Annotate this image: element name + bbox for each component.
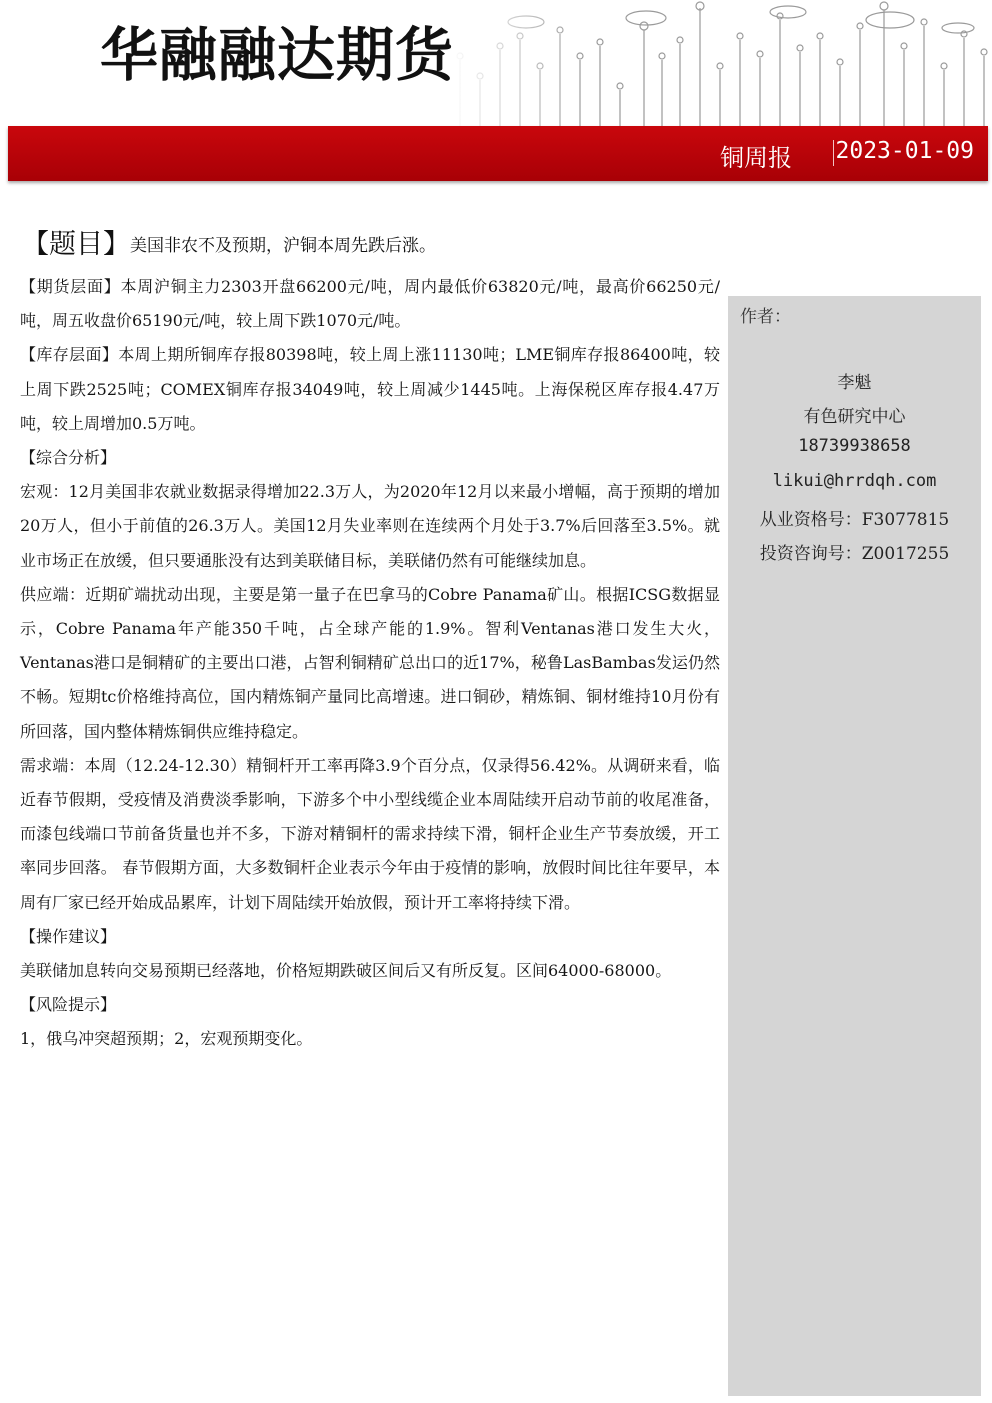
inventory-paragraph xyxy=(20,338,720,441)
title-text: 美国非农不及预期，沪铜本周先跌后涨。 xyxy=(130,236,436,256)
report-banner xyxy=(8,126,988,181)
inventory-heading: 【库存层面】 xyxy=(20,345,119,365)
author-phone: 18739938658 xyxy=(798,436,911,456)
author-label: 作者： xyxy=(740,307,791,327)
futures-paragraph xyxy=(20,270,720,338)
inventory-text: 本周上期所铜库存报80398吨，较上周上涨11130吨；LME铜库存报86400吨，较上周下跌2525吨；COMEX铜库存报34049吨，较上周减少1445吨。上海保税区库存报4.47万吨，较上周增加0.5万吨。 xyxy=(20,345,720,433)
futures-heading: 【期货层面】 xyxy=(20,277,121,296)
author-email: likui@hrrdqh.com xyxy=(772,471,937,491)
risk-heading: 【风险提示】 xyxy=(20,995,117,1015)
analysis-heading: 【综合分析】 xyxy=(20,448,117,468)
risk-paragraph: 1，俄乌冲突超预期；2，宏观预期变化。 xyxy=(20,1029,313,1049)
advice-heading: 【操作建议】 xyxy=(20,926,117,946)
macro-paragraph: 宏观：12月美国非农就业数据录得增加22.3万人，为2020年12月以来最小增幅，高于预期的增加20万人，但小于前值的26.3万人。美国12月失业率则在连续两个月处于3.7%后回落至3.5%。就业市场正在放缓，但只要通胀没有达到美联储目标，美联储仍然有可能继续加息。 xyxy=(20,482,720,570)
title-tag: 【题目】 xyxy=(22,229,130,260)
advice-paragraph: 美联储加息转向交易预期已经落地，价格短期跌破区间后又有所反复。区间64000-68000。 xyxy=(20,961,672,981)
supply-paragraph: 供应端：近期矿端扰动出现，主要是第一量子在巴拿马的Cobre Panama矿山。根据ICSG数据显示，Cobre Panama年产能350千吨，占全球产能的1.9%。智利Ventanas港口发生大火，Ventanas港口是铜精矿的主要出口港，占智利铜精矿总出口的近17%，秘鲁LasBambas发运仍然不畅。短期tc价格维持高位，国内精炼铜产量同比高增速。进口铜砂，精炼铜、铜材维持10月份有所回落，国内整体精炼铜供应维持稳定。 xyxy=(20,584,720,741)
decorative-lines-graphic xyxy=(448,0,992,128)
company-logo-text: 华融融达期货 xyxy=(100,21,455,89)
report-date: 2023-01-09 xyxy=(835,138,974,164)
report-type: 铜周报 xyxy=(720,144,792,172)
author-name: 李魁 xyxy=(837,373,872,393)
author-qualification: 从业资格号：F3077815 xyxy=(759,510,950,530)
demand-paragraph: 需求端：本周（12.24-12.30）精铜杆开工率再降3.9个百分点，仅录得56.42%。从调研来看，临近春节假期，受疫情及消费淡季影响，下游多个中小型线缆企业本周陆续开启动节前的收尾准备，而漆包线端口节前备货量也并不多，下游对精铜杆的需求持续下滑，铜杆企业生产节奏放缓，开工率同步回落。 春节假期方面，大多数铜杆企业表示今年由于疫情的影响，放假时间比往年要早，本周有厂家已经开始成品累库，计划下周陆续开始放假，预计开工率将持续下滑。 xyxy=(20,755,720,912)
report-body xyxy=(20,270,720,1057)
author-sidebar xyxy=(728,296,981,1396)
futures-text: 本周沪铜主力2303开盘66200元/吨，周内最低价63820元/吨，最高价66250元/吨，周五收盘价65190元/吨，较上周下跌1070元/吨。 xyxy=(20,277,720,331)
report-title xyxy=(22,222,436,261)
author-department: 有色研究中心 xyxy=(803,407,906,427)
banner-divider xyxy=(833,140,834,166)
author-consult-number: 投资咨询号：Z0017255 xyxy=(759,544,950,564)
